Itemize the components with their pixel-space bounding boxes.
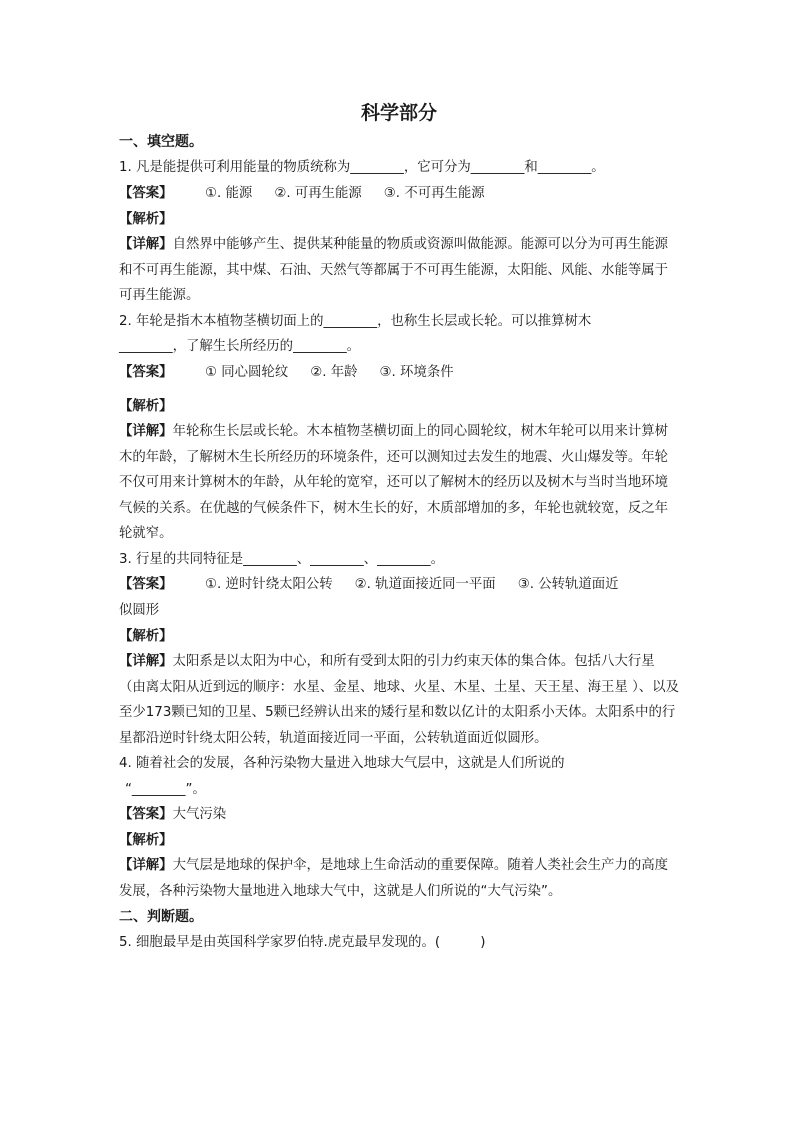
answer-label: 【答案】 bbox=[119, 185, 173, 201]
detail-paragraph-3 bbox=[119, 649, 679, 751]
detail-text: 大气层是地球的保护伞，是地球上生命活动的重要保障。随着人类社会生产力的高度发展，各种污染物大量地进入地球大气中，这就是人们所说的“大气污染”。 bbox=[119, 858, 669, 899]
detail-label: 【详解】 bbox=[119, 237, 173, 252]
question-5: 5. 细胞最早是由英国科学家罗伯特.虎克最早发现的。( ) bbox=[119, 935, 486, 950]
answer-item: ①. 逆时针绕太阳公转 bbox=[205, 577, 333, 592]
answer-item: ②. 年龄 bbox=[310, 364, 358, 380]
answer-item: ③. 不可再生能源 bbox=[383, 185, 485, 201]
answer-row-1 bbox=[119, 181, 679, 207]
answer-continuation: 似圆形 bbox=[119, 603, 160, 618]
answer-item: ②. 轨道面接近同一平面 bbox=[354, 577, 496, 592]
detail-label: 【详解】 bbox=[119, 424, 173, 439]
question-2-line-1: 2. 年轮是指木本植物茎横切面上的________，也称生长层或长轮。可以推算树木 bbox=[119, 313, 592, 329]
answer-label: 【答案】 bbox=[119, 364, 173, 380]
section-heading-judge: 二、判断题。 bbox=[119, 909, 203, 925]
answer-item: ①. 能源 bbox=[205, 185, 253, 201]
detail-paragraph-4 bbox=[119, 853, 679, 904]
answer-item: 大气污染 bbox=[172, 807, 227, 822]
answer-item: ① 同心圆轮纹 bbox=[205, 364, 289, 380]
analysis-label: 【解析】 bbox=[119, 398, 173, 414]
question-4-line-2: “________”。 bbox=[125, 781, 206, 797]
section-heading-fill: 一、填空题。 bbox=[119, 134, 203, 150]
page-title: 科学部分 bbox=[360, 102, 437, 124]
analysis-label: 【解析】 bbox=[119, 628, 173, 644]
detail-text: 年轮称生长层或长轮。木本植物茎横切面上的同心圆轮纹，树木年轮可以用来计算树木的年龄，了解树木生长所经历的环境条件，还可以测知过去发生的地震、火山爆发等。年轮不仅可用来计算树木的年龄，从年轮的宽窄，还可以了解树木的经历以及树木与当时当地环境气候的关系。在优越的气候条件下，树木生长的好，木质部增加的多，年轮也就较宽，反之年轮就窄。 bbox=[119, 424, 669, 541]
answer-row-4 bbox=[119, 802, 679, 828]
detail-label: 【详解】 bbox=[119, 654, 173, 669]
detail-text: 自然界中能够产生、提供某种能量的物质或资源叫做能源。能源可以分为可再生能源和不可再生能源，其中煤、石油、天然气等都属于不可再生能源，太阳能、风能、水能等属于可再生能源。 bbox=[119, 237, 669, 303]
question-4-line-1: 4. 随着社会的发展，各种污染物大量进入地球大气层中，这就是人们所说的 bbox=[119, 756, 565, 771]
document-page bbox=[119, 98, 679, 956]
question-3: 3. 行星的共同特征是________、________、________。 bbox=[119, 551, 445, 567]
answer-label: 【答案】 bbox=[119, 577, 173, 592]
answer-row-2 bbox=[119, 360, 679, 386]
detail-paragraph-2 bbox=[119, 419, 679, 547]
answer-label: 【答案】 bbox=[119, 807, 173, 822]
answer-item: ③. 环境条件 bbox=[379, 364, 454, 380]
detail-text: 太阳系是以太阳为中心，和所有受到太阳的引力约束天体的集合体。包括八大行星（由离太阳从近到远的顺序：水星、金星、地球、火星、木星、土星、天王星、海王星 ）、以及至少173颗已知的卫星、5颗已经辨认出来的矮行星和数以亿计的太阳系小天体。太阳系中的行星都沿逆时针绕太阳公转，轨道面接近同一平面，公转轨道面近似圆形。 bbox=[119, 654, 679, 746]
analysis-label: 【解析】 bbox=[119, 832, 173, 848]
detail-label: 【详解】 bbox=[119, 858, 173, 873]
answer-row-3 bbox=[119, 572, 679, 598]
analysis-label: 【解析】 bbox=[119, 211, 173, 227]
answer-item: ②. 可再生能源 bbox=[274, 185, 362, 201]
answer-item: ③. 公转轨道面近 bbox=[517, 577, 619, 592]
question-1: 1. 凡是能提供可利用能量的物质统称为________，它可分为________和________。 bbox=[119, 160, 605, 175]
detail-paragraph-1 bbox=[119, 232, 679, 309]
question-2-line-2: ________，了解生长所经历的________。 bbox=[119, 339, 361, 354]
